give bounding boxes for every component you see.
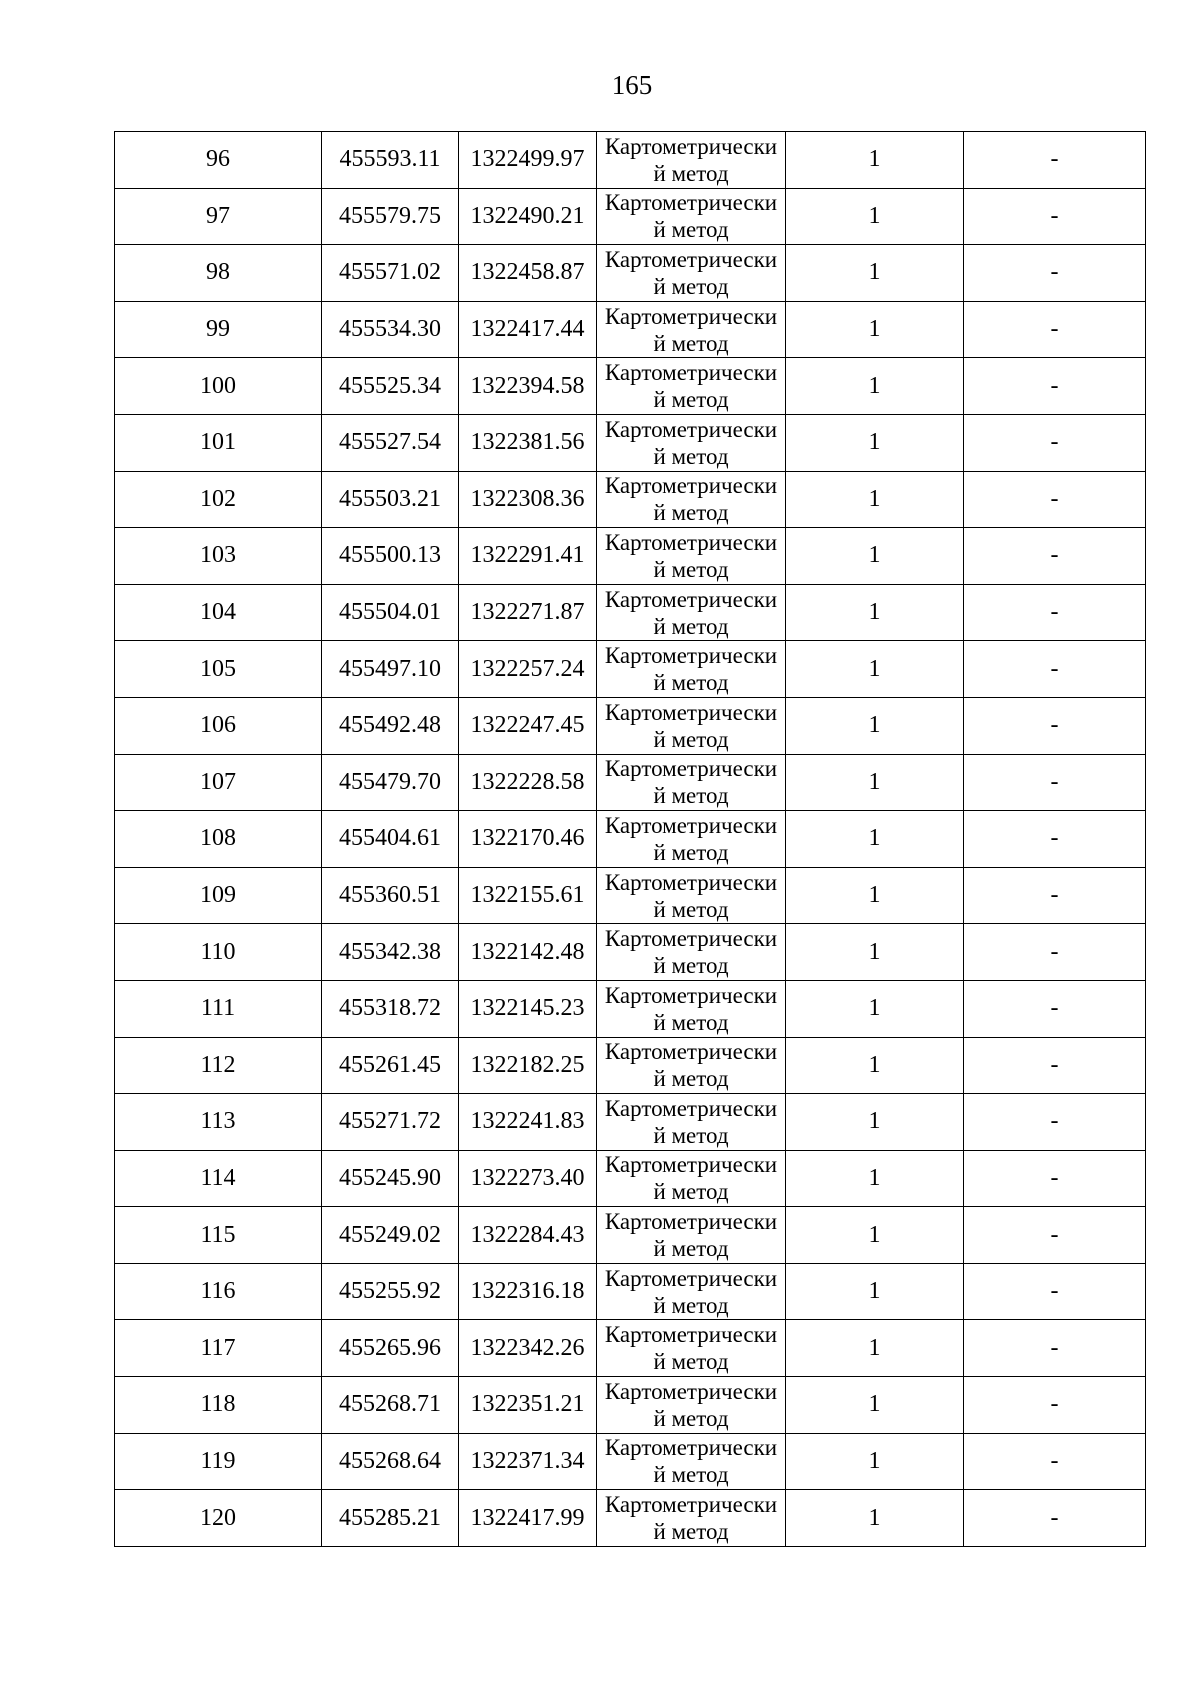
accuracy-cell: 1 (786, 1490, 964, 1547)
point-number-cell: 109 (115, 867, 322, 924)
accuracy-cell: 1 (786, 811, 964, 868)
table-row (115, 471, 1146, 528)
method-cell: Картометрический метод (597, 641, 786, 698)
note-cell: - (964, 1094, 1146, 1151)
accuracy-cell: 1 (786, 697, 964, 754)
note-cell: - (964, 924, 1146, 981)
x-coordinate-cell: 455504.01 (322, 584, 459, 641)
y-coordinate-cell: 1322381.56 (459, 414, 597, 471)
x-coordinate-cell: 455497.10 (322, 641, 459, 698)
method-cell: Картометрический метод (597, 924, 786, 981)
point-number-cell: 115 (115, 1207, 322, 1264)
note-cell: - (964, 754, 1146, 811)
y-coordinate-cell: 1322155.61 (459, 867, 597, 924)
y-coordinate-cell: 1322170.46 (459, 811, 597, 868)
note-cell: - (964, 641, 1146, 698)
point-number-cell: 108 (115, 811, 322, 868)
method-cell: Картометрический метод (597, 188, 786, 245)
x-coordinate-cell: 455479.70 (322, 754, 459, 811)
note-cell: - (964, 358, 1146, 415)
y-coordinate-cell: 1322316.18 (459, 1263, 597, 1320)
method-cell: Картометрический метод (597, 1150, 786, 1207)
table-row (115, 528, 1146, 585)
method-cell: Картометрический метод (597, 1433, 786, 1490)
note-cell: - (964, 1037, 1146, 1094)
y-coordinate-cell: 1322351.21 (459, 1377, 597, 1434)
accuracy-cell: 1 (786, 414, 964, 471)
table-row (115, 1150, 1146, 1207)
y-coordinate-cell: 1322271.87 (459, 584, 597, 641)
point-number-cell: 96 (115, 132, 322, 189)
table-row (115, 641, 1146, 698)
point-number-cell: 107 (115, 754, 322, 811)
x-coordinate-cell: 455500.13 (322, 528, 459, 585)
table-row (115, 1433, 1146, 1490)
accuracy-cell: 1 (786, 1094, 964, 1151)
table-row (115, 867, 1146, 924)
y-coordinate-cell: 1322241.83 (459, 1094, 597, 1151)
method-cell: Картометрический метод (597, 358, 786, 415)
x-coordinate-cell: 455271.72 (322, 1094, 459, 1151)
x-coordinate-cell: 455261.45 (322, 1037, 459, 1094)
note-cell: - (964, 1320, 1146, 1377)
method-cell: Картометрический метод (597, 471, 786, 528)
x-coordinate-cell: 455492.48 (322, 697, 459, 754)
method-cell: Картометрический метод (597, 1207, 786, 1264)
table-row (115, 924, 1146, 981)
accuracy-cell: 1 (786, 1377, 964, 1434)
method-cell: Картометрический метод (597, 1490, 786, 1547)
accuracy-cell: 1 (786, 471, 964, 528)
note-cell: - (964, 301, 1146, 358)
table-row (115, 1094, 1146, 1151)
point-number-cell: 104 (115, 584, 322, 641)
x-coordinate-cell: 455579.75 (322, 188, 459, 245)
point-number-cell: 100 (115, 358, 322, 415)
table-row (115, 188, 1146, 245)
note-cell: - (964, 811, 1146, 868)
x-coordinate-cell: 455503.21 (322, 471, 459, 528)
note-cell: - (964, 1377, 1146, 1434)
y-coordinate-cell: 1322342.26 (459, 1320, 597, 1377)
y-coordinate-cell: 1322291.41 (459, 528, 597, 585)
page-number: 165 (611, 70, 653, 100)
point-number-cell: 110 (115, 924, 322, 981)
method-cell: Картометрический метод (597, 1094, 786, 1151)
table-row (115, 697, 1146, 754)
note-cell: - (964, 980, 1146, 1037)
table-row (115, 584, 1146, 641)
note-cell: - (964, 1490, 1146, 1547)
x-coordinate-cell: 455527.54 (322, 414, 459, 471)
table-row (115, 358, 1146, 415)
y-coordinate-cell: 1322499.97 (459, 132, 597, 189)
y-coordinate-cell: 1322228.58 (459, 754, 597, 811)
table-row (115, 245, 1146, 302)
table-row (115, 754, 1146, 811)
x-coordinate-cell: 455571.02 (322, 245, 459, 302)
accuracy-cell: 1 (786, 528, 964, 585)
point-number-cell: 101 (115, 414, 322, 471)
point-number-cell: 97 (115, 188, 322, 245)
y-coordinate-cell: 1322458.87 (459, 245, 597, 302)
coordinates-table-body (115, 132, 1146, 1547)
accuracy-cell: 1 (786, 980, 964, 1037)
x-coordinate-cell: 455268.64 (322, 1433, 459, 1490)
table-row (115, 1377, 1146, 1434)
method-cell: Картометрический метод (597, 980, 786, 1037)
x-coordinate-cell: 455525.34 (322, 358, 459, 415)
x-coordinate-cell: 455245.90 (322, 1150, 459, 1207)
table-row (115, 1263, 1146, 1320)
method-cell: Картометрический метод (597, 245, 786, 302)
x-coordinate-cell: 455249.02 (322, 1207, 459, 1264)
y-coordinate-cell: 1322284.43 (459, 1207, 597, 1264)
y-coordinate-cell: 1322142.48 (459, 924, 597, 981)
method-cell: Картометрический метод (597, 754, 786, 811)
point-number-cell: 112 (115, 1037, 322, 1094)
y-coordinate-cell: 1322371.34 (459, 1433, 597, 1490)
note-cell: - (964, 1433, 1146, 1490)
method-cell: Картометрический метод (597, 528, 786, 585)
y-coordinate-cell: 1322417.44 (459, 301, 597, 358)
table-row (115, 1037, 1146, 1094)
accuracy-cell: 1 (786, 1320, 964, 1377)
x-coordinate-cell: 455342.38 (322, 924, 459, 981)
note-cell: - (964, 528, 1146, 585)
note-cell: - (964, 414, 1146, 471)
accuracy-cell: 1 (786, 358, 964, 415)
accuracy-cell: 1 (786, 1150, 964, 1207)
method-cell: Картометрический метод (597, 1377, 786, 1434)
table-row (115, 1490, 1146, 1547)
point-number-cell: 116 (115, 1263, 322, 1320)
point-number-cell: 105 (115, 641, 322, 698)
accuracy-cell: 1 (786, 245, 964, 302)
note-cell: - (964, 867, 1146, 924)
accuracy-cell: 1 (786, 188, 964, 245)
x-coordinate-cell: 455285.21 (322, 1490, 459, 1547)
x-coordinate-cell: 455534.30 (322, 301, 459, 358)
point-number-cell: 117 (115, 1320, 322, 1377)
method-cell: Картометрический метод (597, 1037, 786, 1094)
note-cell: - (964, 188, 1146, 245)
method-cell: Картометрический метод (597, 584, 786, 641)
table-row (115, 980, 1146, 1037)
accuracy-cell: 1 (786, 584, 964, 641)
y-coordinate-cell: 1322273.40 (459, 1150, 597, 1207)
note-cell: - (964, 1150, 1146, 1207)
note-cell: - (964, 1263, 1146, 1320)
y-coordinate-cell: 1322145.23 (459, 980, 597, 1037)
note-cell: - (964, 132, 1146, 189)
y-coordinate-cell: 1322417.99 (459, 1490, 597, 1547)
point-number-cell: 113 (115, 1094, 322, 1151)
coordinates-table (114, 131, 1146, 1547)
accuracy-cell: 1 (786, 1433, 964, 1490)
note-cell: - (964, 245, 1146, 302)
y-coordinate-cell: 1322182.25 (459, 1037, 597, 1094)
table-row (115, 301, 1146, 358)
x-coordinate-cell: 455255.92 (322, 1263, 459, 1320)
table-row (115, 811, 1146, 868)
accuracy-cell: 1 (786, 641, 964, 698)
y-coordinate-cell: 1322394.58 (459, 358, 597, 415)
point-number-cell: 118 (115, 1377, 322, 1434)
note-cell: - (964, 1207, 1146, 1264)
table-row (115, 1207, 1146, 1264)
accuracy-cell: 1 (786, 301, 964, 358)
method-cell: Картометрический метод (597, 1263, 786, 1320)
y-coordinate-cell: 1322257.24 (459, 641, 597, 698)
x-coordinate-cell: 455268.71 (322, 1377, 459, 1434)
y-coordinate-cell: 1322247.45 (459, 697, 597, 754)
method-cell: Картометрический метод (597, 414, 786, 471)
method-cell: Картометрический метод (597, 301, 786, 358)
accuracy-cell: 1 (786, 924, 964, 981)
point-number-cell: 114 (115, 1150, 322, 1207)
table-row (115, 414, 1146, 471)
point-number-cell: 98 (115, 245, 322, 302)
point-number-cell: 103 (115, 528, 322, 585)
method-cell: Картометрический метод (597, 1320, 786, 1377)
point-number-cell: 119 (115, 1433, 322, 1490)
note-cell: - (964, 584, 1146, 641)
accuracy-cell: 1 (786, 867, 964, 924)
note-cell: - (964, 471, 1146, 528)
point-number-cell: 120 (115, 1490, 322, 1547)
y-coordinate-cell: 1322490.21 (459, 188, 597, 245)
method-cell: Картометрический метод (597, 811, 786, 868)
x-coordinate-cell: 455318.72 (322, 980, 459, 1037)
accuracy-cell: 1 (786, 132, 964, 189)
method-cell: Картометрический метод (597, 697, 786, 754)
point-number-cell: 99 (115, 301, 322, 358)
note-cell: - (964, 697, 1146, 754)
table-row (115, 132, 1146, 189)
accuracy-cell: 1 (786, 1263, 964, 1320)
point-number-cell: 102 (115, 471, 322, 528)
accuracy-cell: 1 (786, 1037, 964, 1094)
accuracy-cell: 1 (786, 1207, 964, 1264)
y-coordinate-cell: 1322308.36 (459, 471, 597, 528)
table-row (115, 1320, 1146, 1377)
accuracy-cell: 1 (786, 754, 964, 811)
method-cell: Картометрический метод (597, 132, 786, 189)
x-coordinate-cell: 455265.96 (322, 1320, 459, 1377)
x-coordinate-cell: 455360.51 (322, 867, 459, 924)
point-number-cell: 106 (115, 697, 322, 754)
point-number-cell: 111 (115, 980, 322, 1037)
x-coordinate-cell: 455593.11 (322, 132, 459, 189)
method-cell: Картометрический метод (597, 867, 786, 924)
x-coordinate-cell: 455404.61 (322, 811, 459, 868)
